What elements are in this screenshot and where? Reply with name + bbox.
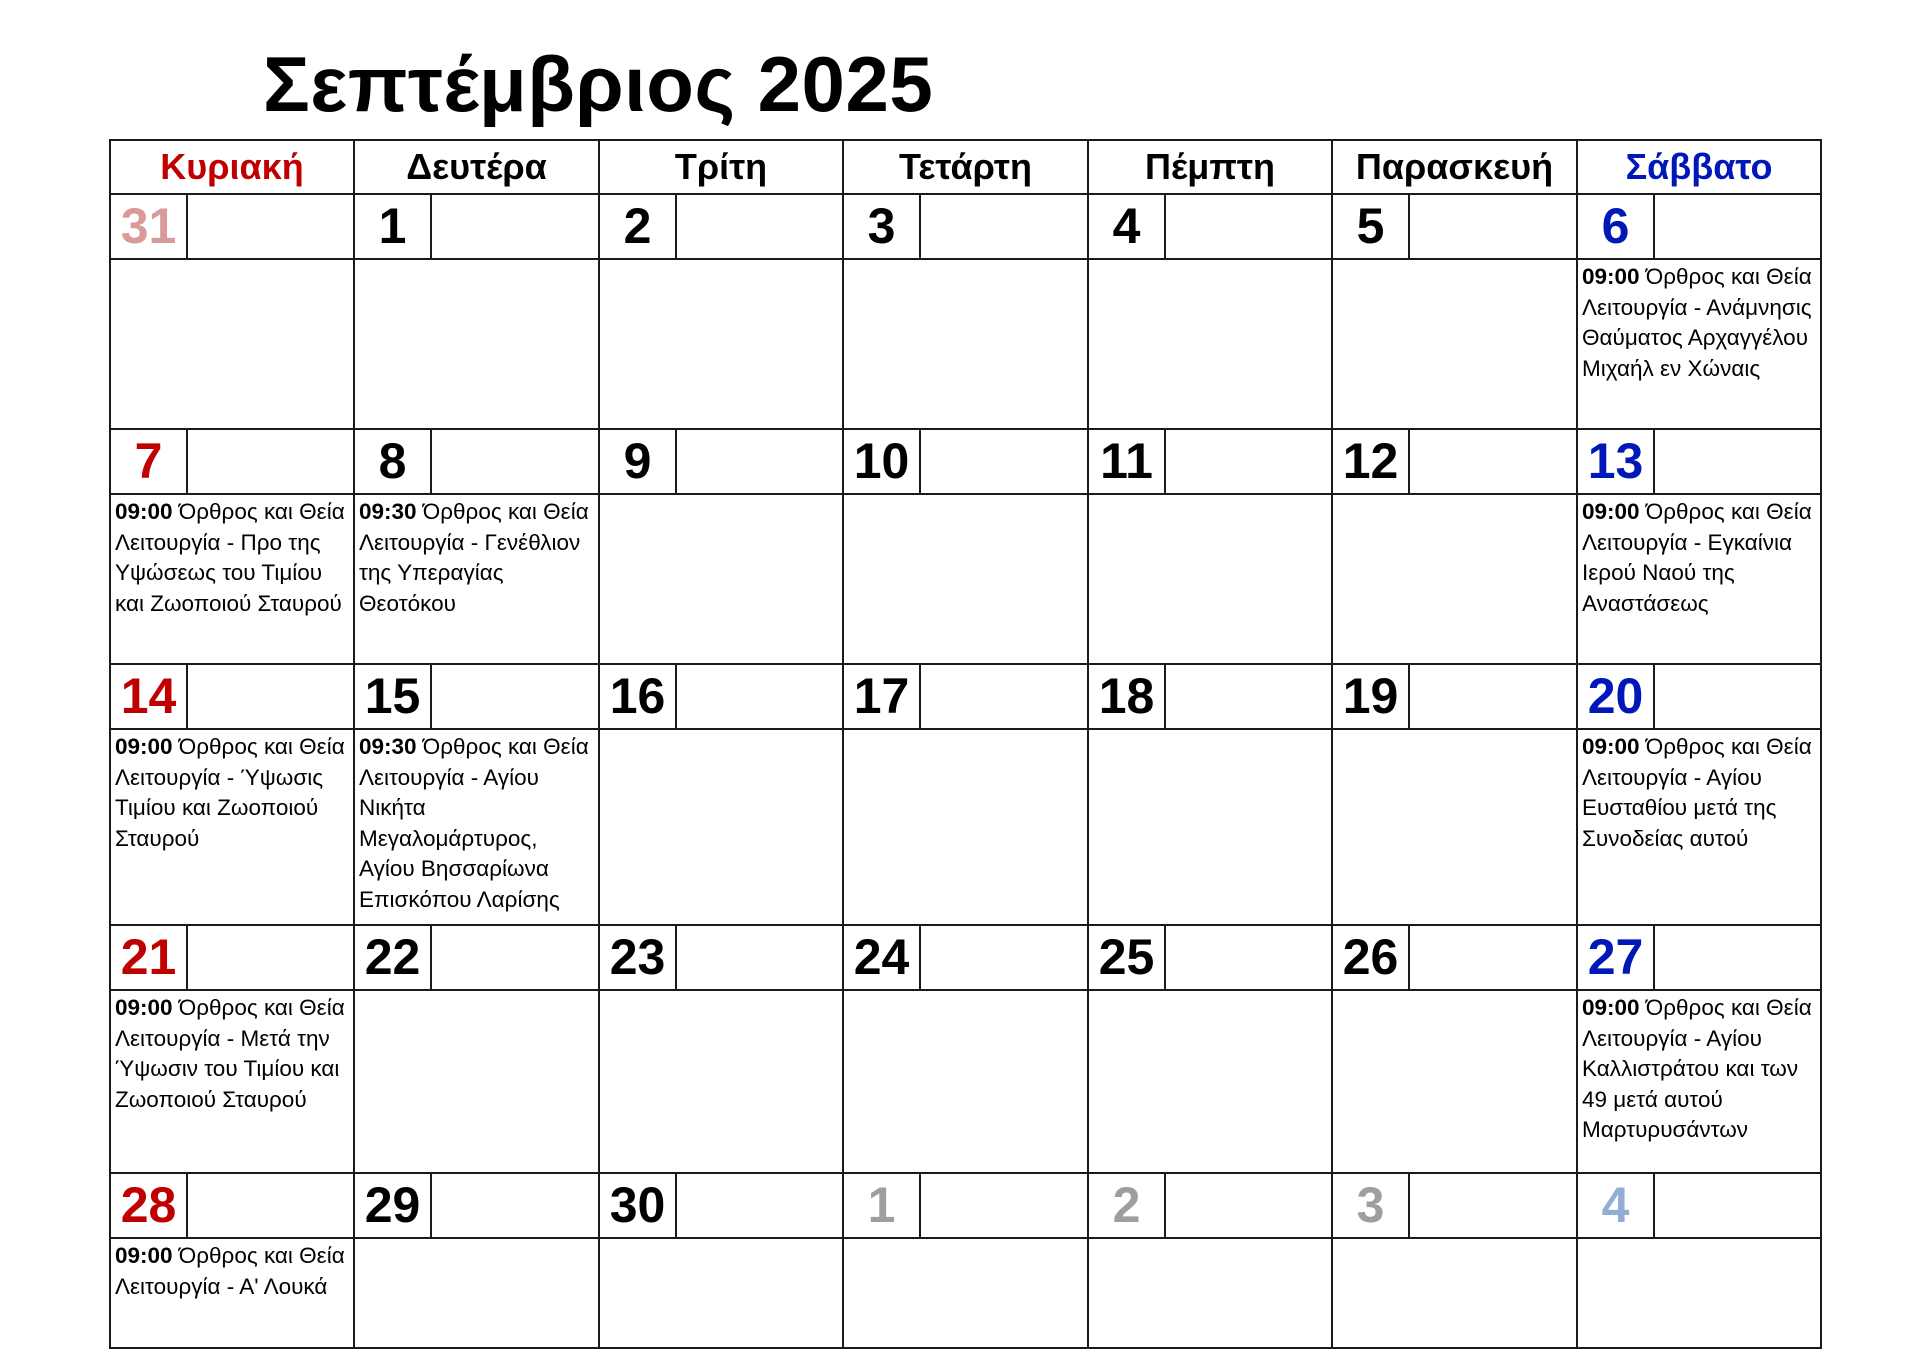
event-entry — [111, 991, 353, 1115]
event-time: 09:30 — [359, 734, 417, 759]
event-time: 09:00 — [1582, 499, 1640, 524]
day-number: 15 — [355, 665, 432, 728]
day-number-cell — [110, 664, 354, 729]
day-event-cell — [1332, 729, 1577, 925]
day-number: 10 — [844, 430, 921, 493]
day-number: 28 — [111, 1174, 188, 1237]
day-number: 9 — [600, 430, 677, 493]
event-time: 09:00 — [115, 1243, 173, 1268]
day-event-cell — [599, 259, 843, 429]
weekday-friday: Παρασκευή — [1332, 140, 1577, 194]
day-event-cell — [1332, 990, 1577, 1173]
day-event-cell — [354, 990, 599, 1173]
weekday-header-row — [110, 140, 1821, 194]
day-number: 7 — [111, 430, 188, 493]
event-entry — [355, 730, 598, 915]
day-number-cell — [843, 194, 1088, 259]
event-time: 09:00 — [115, 995, 173, 1020]
day-number-cell — [599, 664, 843, 729]
day-event-cell — [599, 990, 843, 1173]
event-entry — [1578, 730, 1820, 854]
day-number: 22 — [355, 926, 432, 989]
day-number: 18 — [1089, 665, 1166, 728]
day-number: 31 — [111, 195, 188, 258]
weekday-wednesday: Τετάρτη — [843, 140, 1088, 194]
day-event-cell — [354, 494, 599, 664]
day-number: 30 — [600, 1174, 677, 1237]
day-event-cell — [1332, 259, 1577, 429]
day-event-cell — [599, 1238, 843, 1348]
day-number: 5 — [1333, 195, 1410, 258]
event-entry — [1578, 991, 1820, 1146]
day-number: 24 — [844, 926, 921, 989]
day-number-cell — [599, 429, 843, 494]
day-number-cell — [1577, 194, 1821, 259]
day-number: 3 — [1333, 1174, 1410, 1237]
day-number-cell — [1577, 664, 1821, 729]
day-number-cell — [354, 1173, 599, 1238]
day-event-cell — [1577, 259, 1821, 429]
day-event-cell — [599, 494, 843, 664]
weekday-thursday: Πέμπτη — [1088, 140, 1332, 194]
day-event-cell — [599, 729, 843, 925]
day-number: 3 — [844, 195, 921, 258]
calendar-body — [110, 194, 1821, 1348]
event-entry — [111, 1239, 353, 1302]
event-entry — [1578, 495, 1820, 619]
day-number-cell — [1332, 194, 1577, 259]
week-number-row — [110, 1173, 1821, 1238]
day-number-cell — [843, 429, 1088, 494]
day-number-cell — [1332, 429, 1577, 494]
day-event-cell — [1088, 990, 1332, 1173]
day-event-cell — [843, 990, 1088, 1173]
day-number: 4 — [1578, 1174, 1655, 1237]
weekday-sunday: Κυριακή — [110, 140, 354, 194]
day-event-cell — [843, 1238, 1088, 1348]
day-number: 20 — [1578, 665, 1655, 728]
day-number: 29 — [355, 1174, 432, 1237]
day-number: 8 — [355, 430, 432, 493]
event-time: 09:30 — [359, 499, 417, 524]
day-event-cell — [110, 1238, 354, 1348]
week-number-row — [110, 194, 1821, 259]
day-number-cell — [1577, 1173, 1821, 1238]
day-number-cell — [1332, 925, 1577, 990]
day-number-cell — [599, 194, 843, 259]
day-number-cell — [354, 925, 599, 990]
day-number: 1 — [844, 1174, 921, 1237]
event-time: 09:00 — [115, 734, 173, 759]
event-time: 09:00 — [1582, 264, 1640, 289]
week-event-row — [110, 729, 1821, 925]
day-event-cell — [1088, 259, 1332, 429]
week-number-row — [110, 664, 1821, 729]
weekday-saturday: Σάββατο — [1577, 140, 1821, 194]
month-calendar — [109, 139, 1822, 1349]
week-number-row — [110, 429, 1821, 494]
day-number-cell — [1577, 925, 1821, 990]
day-number: 4 — [1089, 195, 1166, 258]
day-number-cell — [110, 194, 354, 259]
event-time: 09:00 — [1582, 734, 1640, 759]
day-number-cell — [599, 925, 843, 990]
weekday-monday: Δευτέρα — [354, 140, 599, 194]
event-description: Όρθρος και Θεία Λειτουργία - Ανάμνησις Θαύματος Αρχαγγέλου Μιχαήλ εν Χώναις — [1582, 264, 1812, 381]
day-event-cell — [1577, 1238, 1821, 1348]
week-event-row — [110, 494, 1821, 664]
day-number: 12 — [1333, 430, 1410, 493]
day-number-cell — [1088, 664, 1332, 729]
week-event-row — [110, 1238, 1821, 1348]
event-description: Όρθρος και Θεία Λειτουργία - Αγίου Ευσταθίου μετά της Συνοδείας αυτού — [1582, 734, 1812, 851]
day-number: 16 — [600, 665, 677, 728]
event-description: Όρθρος και Θεία Λειτουργία - Γενέθλιον της Υπεραγίας Θεοτόκου — [359, 499, 589, 616]
day-number: 17 — [844, 665, 921, 728]
day-number-cell — [1088, 194, 1332, 259]
day-number-cell — [1088, 925, 1332, 990]
day-number: 1 — [355, 195, 432, 258]
day-number: 23 — [600, 926, 677, 989]
day-number: 2 — [600, 195, 677, 258]
event-entry — [111, 730, 353, 854]
day-number: 25 — [1089, 926, 1166, 989]
event-entry — [1578, 260, 1820, 384]
day-number: 13 — [1578, 430, 1655, 493]
day-number-cell — [1332, 664, 1577, 729]
day-number-cell — [110, 1173, 354, 1238]
day-number-cell — [110, 925, 354, 990]
day-number-cell — [110, 429, 354, 494]
week-event-row — [110, 259, 1821, 429]
day-number-cell — [1332, 1173, 1577, 1238]
day-event-cell — [843, 729, 1088, 925]
day-event-cell — [1577, 494, 1821, 664]
day-number: 21 — [111, 926, 188, 989]
day-event-cell — [354, 1238, 599, 1348]
day-event-cell — [1332, 1238, 1577, 1348]
day-number-cell — [843, 1173, 1088, 1238]
day-number-cell — [354, 664, 599, 729]
day-event-cell — [1088, 494, 1332, 664]
page-title: Σεπτέμβριος 2025 — [263, 40, 934, 128]
event-description: Όρθρος και Θεία Λειτουργία - Α' Λουκά — [115, 1243, 345, 1299]
week-event-row — [110, 990, 1821, 1173]
event-description: Όρθρος και Θεία Λειτουργία - Αγίου Καλλιστράτου και των 49 μετά αυτού Μαρτυρυσάντων — [1582, 995, 1812, 1142]
day-number-cell — [354, 429, 599, 494]
week-number-row — [110, 925, 1821, 990]
day-number-cell — [843, 925, 1088, 990]
event-entry — [111, 495, 353, 619]
day-number-cell — [354, 194, 599, 259]
day-number: 2 — [1089, 1174, 1166, 1237]
day-event-cell — [1577, 990, 1821, 1173]
day-number: 6 — [1578, 195, 1655, 258]
day-number-cell — [1577, 429, 1821, 494]
day-event-cell — [110, 259, 354, 429]
day-event-cell — [1332, 494, 1577, 664]
day-event-cell — [1577, 729, 1821, 925]
day-number: 19 — [1333, 665, 1410, 728]
event-description: Όρθρος και Θεία Λειτουργία - Μετά την Ύψωσιν του Τιμίου και Ζωοποιού Σταυρού — [115, 995, 345, 1112]
day-event-cell — [354, 729, 599, 925]
day-event-cell — [843, 259, 1088, 429]
day-number-cell — [1088, 429, 1332, 494]
day-number: 11 — [1089, 430, 1166, 493]
day-event-cell — [843, 494, 1088, 664]
day-event-cell — [1088, 1238, 1332, 1348]
day-number-cell — [1088, 1173, 1332, 1238]
day-number: 26 — [1333, 926, 1410, 989]
day-event-cell — [354, 259, 599, 429]
day-number-cell — [843, 664, 1088, 729]
day-event-cell — [1088, 729, 1332, 925]
event-time: 09:00 — [115, 499, 173, 524]
day-event-cell — [110, 494, 354, 664]
event-entry — [355, 495, 598, 619]
day-number: 27 — [1578, 926, 1655, 989]
event-description: Όρθρος και Θεία Λειτουργία - Αγίου Νικήτα Μεγαλομάρτυρος, Αγίου Βησσαρίωνα Επισκόπου Λαρίσης — [359, 734, 589, 912]
day-number: 14 — [111, 665, 188, 728]
event-description: Όρθρος και Θεία Λειτουργία - Ύψωσις Τιμίου και Ζωοποιού Σταυρού — [115, 734, 345, 851]
weekday-tuesday: Τρίτη — [599, 140, 843, 194]
day-event-cell — [110, 990, 354, 1173]
day-number-cell — [599, 1173, 843, 1238]
event-description: Όρθρος και Θεία Λειτουργία - Εγκαίνια Ιερού Ναού της Αναστάσεως — [1582, 499, 1812, 616]
event-description: Όρθρος και Θεία Λειτουργία - Προ της Υψώσεως του Τιμίου και Ζωοποιού Σταυρού — [115, 499, 345, 616]
event-time: 09:00 — [1582, 995, 1640, 1020]
day-event-cell — [110, 729, 354, 925]
